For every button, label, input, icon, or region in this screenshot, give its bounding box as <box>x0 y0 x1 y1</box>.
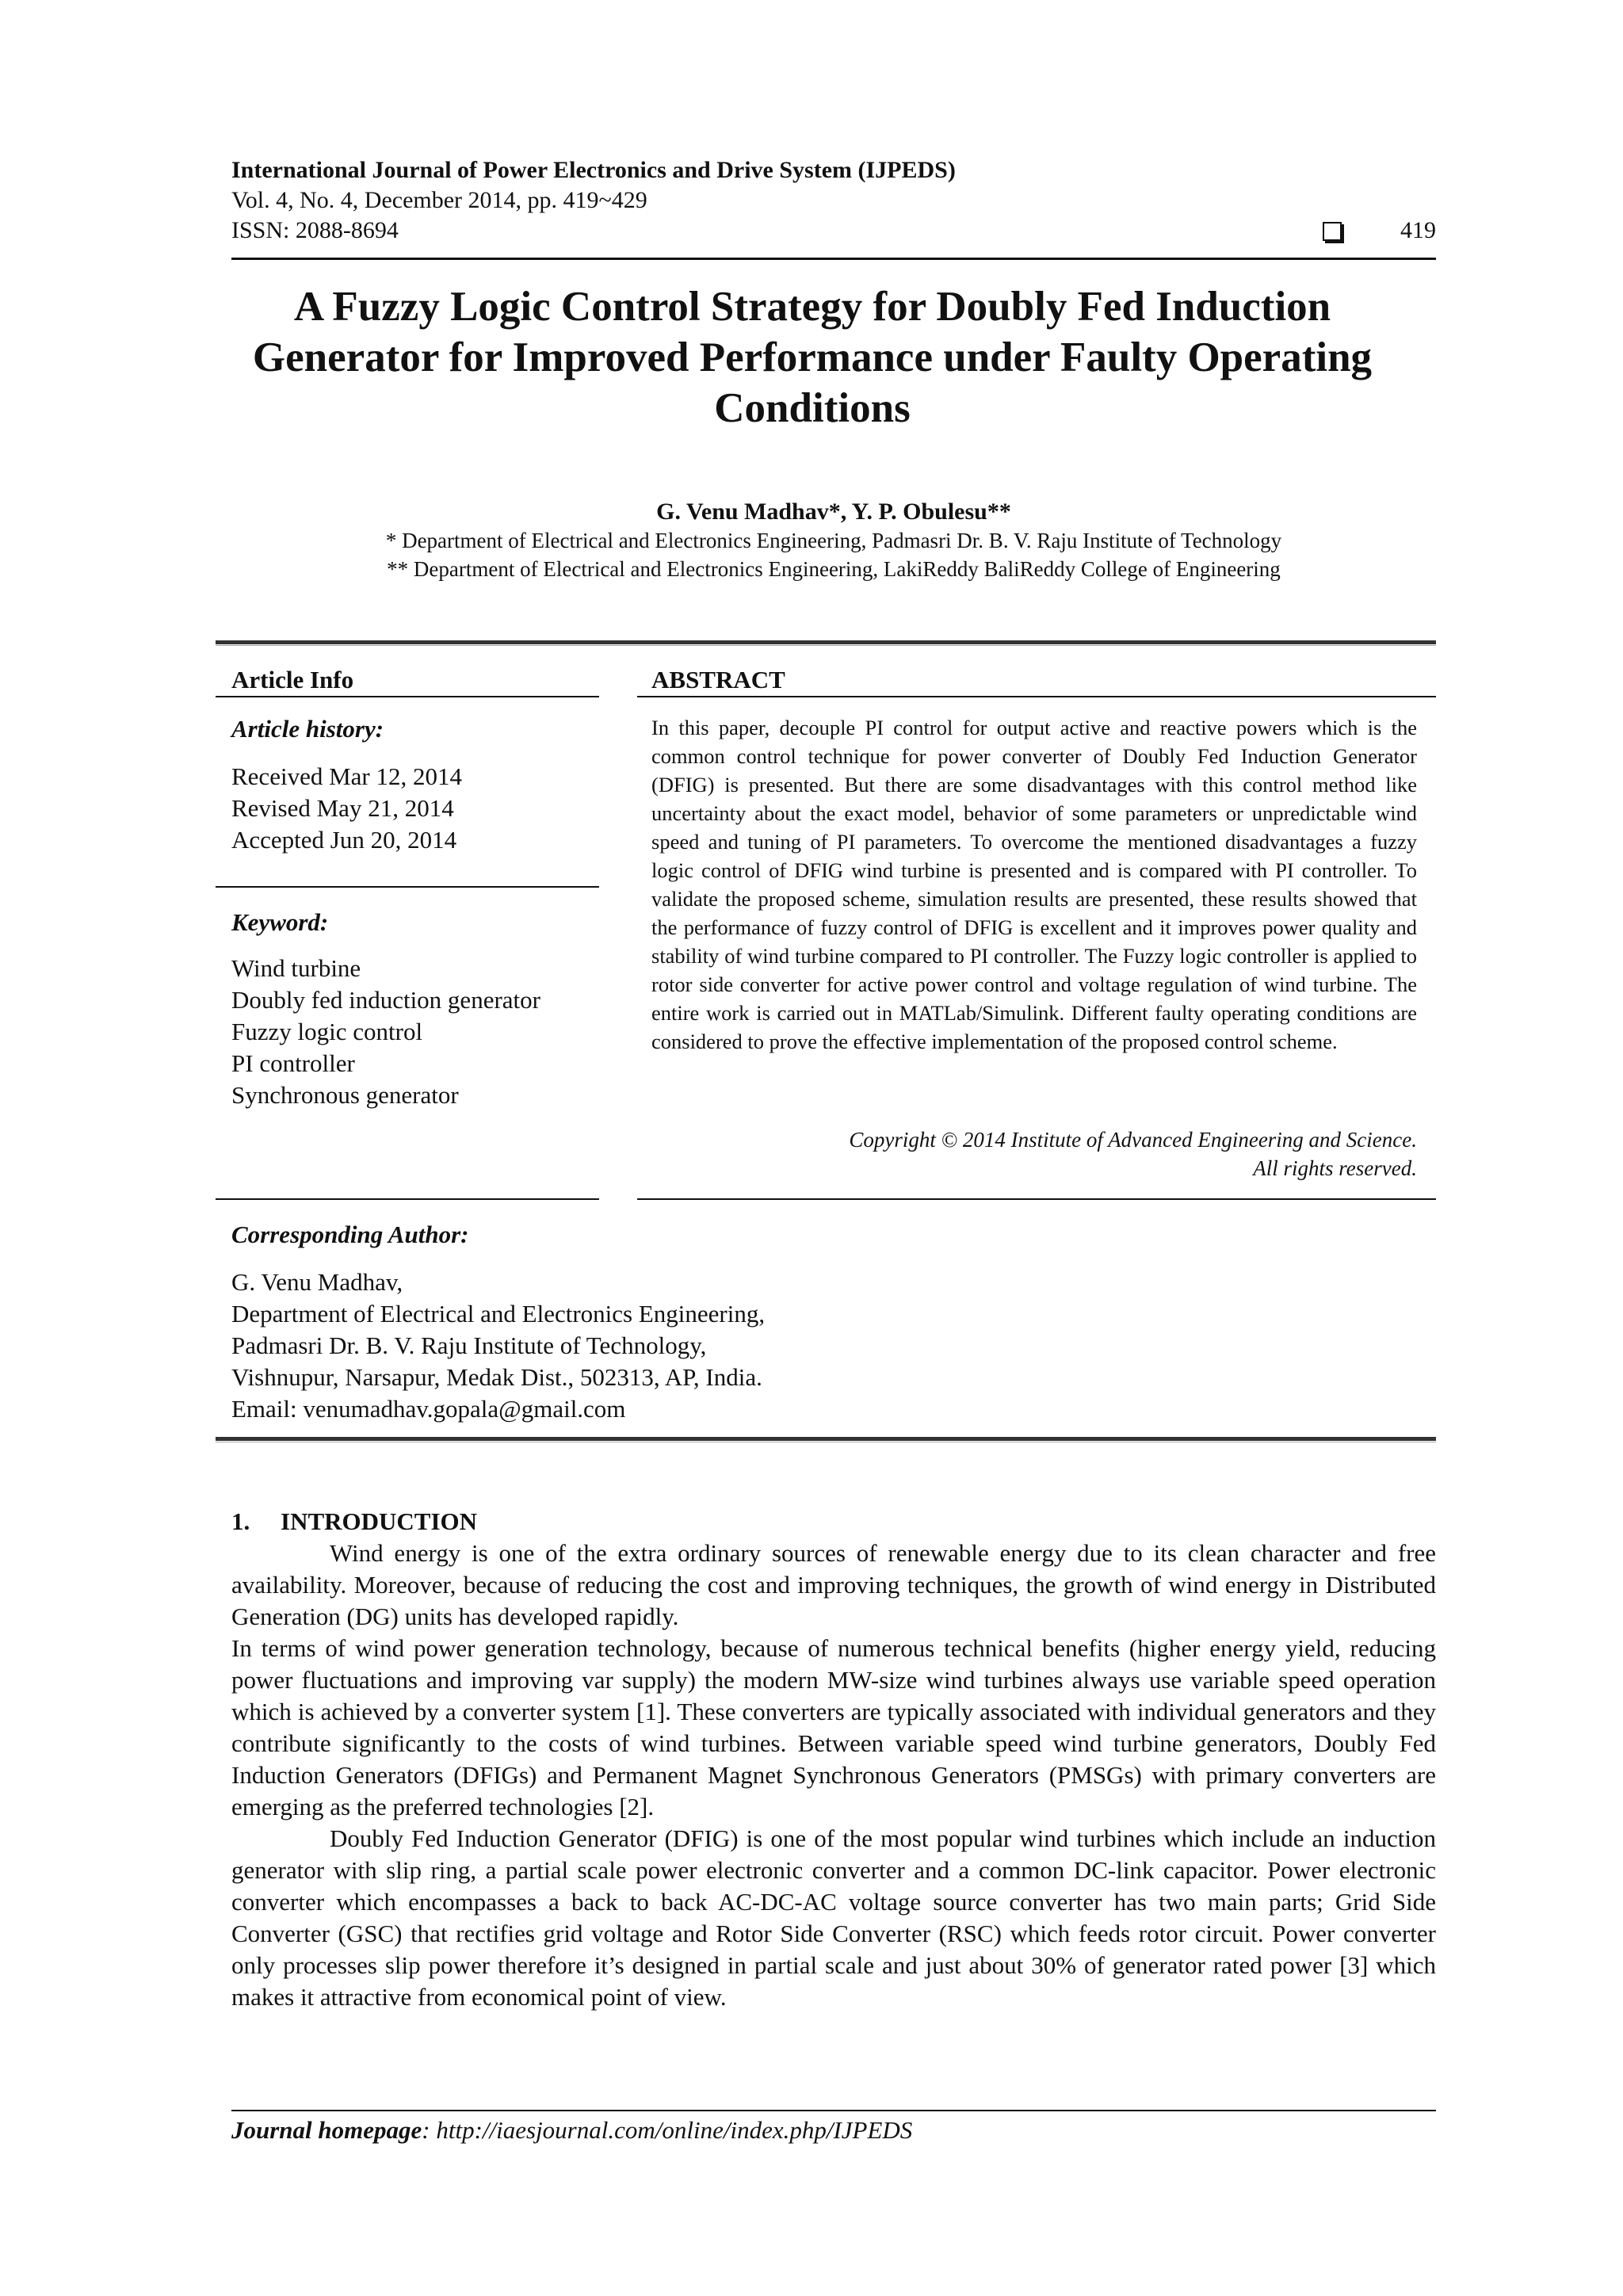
homepage-link[interactable]: http://iaesjournal.com/online/index.php/IJPEDS <box>436 2116 913 2144</box>
history-item: Revised May 21, 2014 <box>231 794 454 822</box>
section-number: 1. <box>231 1507 250 1535</box>
author-list: G. Venu Madhav*, Y. P. Obulesu** <box>656 499 1011 525</box>
copyright-line: All rights reserved. <box>1253 1156 1417 1180</box>
title-line: A Fuzzy Logic Control Strategy for Doubly Fed Induction <box>293 284 1331 330</box>
affiliations <box>231 526 1436 583</box>
journal-volume: Vol. 4, No. 4, December 2014, pp. 419~429 <box>231 187 647 213</box>
abstract-text: In this paper, decouple PI control for output active and reactive powers which is the common control technique for power converter of Doubly Fed Induction Generator (DFIG) is presented. But there are some disadvantages with this control method like uncertainty about the exact model, behavior of some parameters or unpredictable wind speed and tuning of PI parameters. To overcome the mentioned disadvantages a fuzzy logic control of DFIG wind turbine is presented and is compared with PI controller. To validate the proposed scheme, simulation results are presented, these results showed that the performance of fuzzy control of DFIG is excellent and it improves power quality and stability of wind turbine compared to PI controller. The Fuzzy logic controller is applied to rotor side converter for active power control and voltage regulation of wind turbine. The entire work is carried out in MATLab/Simulink. Different faulty operating conditions are considered to prove the effective implementation of the proposed control scheme. <box>651 716 1417 1053</box>
homepage-label: Journal homepage <box>231 2116 422 2144</box>
introduction-body <box>231 1538 1436 2013</box>
article-info-title: Article Info <box>231 666 354 693</box>
paper-title <box>190 281 1434 434</box>
keyword-item: Wind turbine <box>231 954 361 982</box>
divider <box>216 1198 599 1200</box>
history-item: Accepted Jun 20, 2014 <box>231 826 457 854</box>
corresponding-author-label: Corresponding Author: <box>231 1221 469 1248</box>
section-heading <box>231 1506 477 1538</box>
page-number-block <box>1323 216 1436 246</box>
journal-header <box>231 155 1436 246</box>
author-detail-line: Vishnupur, Narsapur, Medak Dist., 502313, AP, India. <box>231 1363 762 1391</box>
abstract-heading: ABSTRACT <box>651 666 785 693</box>
footer-divider <box>231 2110 1436 2111</box>
keyword-item: Synchronous generator <box>231 1081 459 1109</box>
keyword-item: PI controller <box>231 1049 355 1077</box>
copyright-notice <box>651 1125 1417 1182</box>
keyword-label: Keyword: <box>231 908 329 936</box>
divider <box>637 696 1436 697</box>
article-info-heading <box>231 664 596 696</box>
author-email: Email: venumadhav.gopala@gmail.com <box>231 1395 626 1423</box>
info-box-top-rule <box>216 640 1436 646</box>
journal-issn: ISSN: 2088-8694 <box>231 217 399 243</box>
article-history-list <box>231 761 462 856</box>
affiliation: ** Department of Electrical and Electronics Engineering, LakiReddy BaliReddy College of Engineering <box>387 557 1281 581</box>
author-detail-line: G. Venu Madhav, <box>231 1268 403 1296</box>
title-line: Generator for Improved Performance under Faulty Operating <box>252 334 1373 380</box>
history-item: Received Mar 12, 2014 <box>231 762 462 790</box>
keyword-item: Fuzzy logic control <box>231 1018 423 1045</box>
divider <box>637 1198 1436 1200</box>
divider <box>216 696 599 697</box>
copyright-line: Copyright © 2014 Institute of Advanced Engineering and Science. <box>849 1128 1417 1152</box>
affiliation: * Department of Electrical and Electronics Engineering, Padmasri Dr. B. V. Raju Institute of Technology <box>385 529 1282 552</box>
corresponding-author-details <box>231 1266 765 1425</box>
section-title: INTRODUCTION <box>281 1507 478 1535</box>
divider <box>216 886 599 888</box>
header-divider <box>231 258 1436 260</box>
title-line: Conditions <box>714 385 911 431</box>
page-number: 419 <box>1400 217 1436 243</box>
article-history-label: Article history: <box>231 715 384 743</box>
box-bullet-icon <box>1323 222 1342 241</box>
info-box-bottom-rule <box>216 1437 1436 1442</box>
keyword-item: Doubly fed induction generator <box>231 986 540 1014</box>
homepage-separator: : <box>422 2116 430 2144</box>
paragraph: In terms of wind power generation technology, because of numerous technical benefits (higher energy yield, reducing power fluctuations and improving var supply) the modern MW-size wind turbines always use variable speed operation which is achieved by a converter system [1]. These converters are typically associated with individual generators and they contribute significantly to the costs of wind turbines. Between variable speed wind turbine generators, Doubly Fed Induction Generators (DFIGs) and Permanent Magnet Synchronous Generators (PMSGs) with primary converters are emerging as the preferred technologies [2]. <box>231 1634 1436 1820</box>
paragraph: Doubly Fed Induction Generator (DFIG) is one of the most popular wind turbines which include an induction generator with slip ring, a partial scale power electronic converter and a common DC-link capacitor. Power electronic converter which encompasses a back to back AC-DC-AC voltage source converter has two main parts; Grid Side Converter (GSC) that rectifies grid voltage and Rotor Side Converter (RSC) which feeds rotor circuit. Power converter only processes slip power therefore it’s designed in partial scale and just about 30% of generator rated power [3] which makes it attractive from economical point of view. <box>231 1824 1436 2011</box>
author-detail-line: Department of Electrical and Electronics Engineering, <box>231 1300 766 1328</box>
paragraph: Wind energy is one of the extra ordinary sources of renewable energy due to its clean character and free availability. Moreover, because of reducing the cost and improving techniques, the growth of wind energy in Distributed Generation (DG) units has developed rapidly. <box>231 1539 1436 1630</box>
journal-homepage-footer <box>231 2115 912 2146</box>
author-detail-line: Padmasri Dr. B. V. Raju Institute of Technology, <box>231 1331 707 1359</box>
journal-title: International Journal of Power Electronics and Drive System (IJPEDS) <box>231 157 956 183</box>
keyword-list <box>231 953 540 1111</box>
